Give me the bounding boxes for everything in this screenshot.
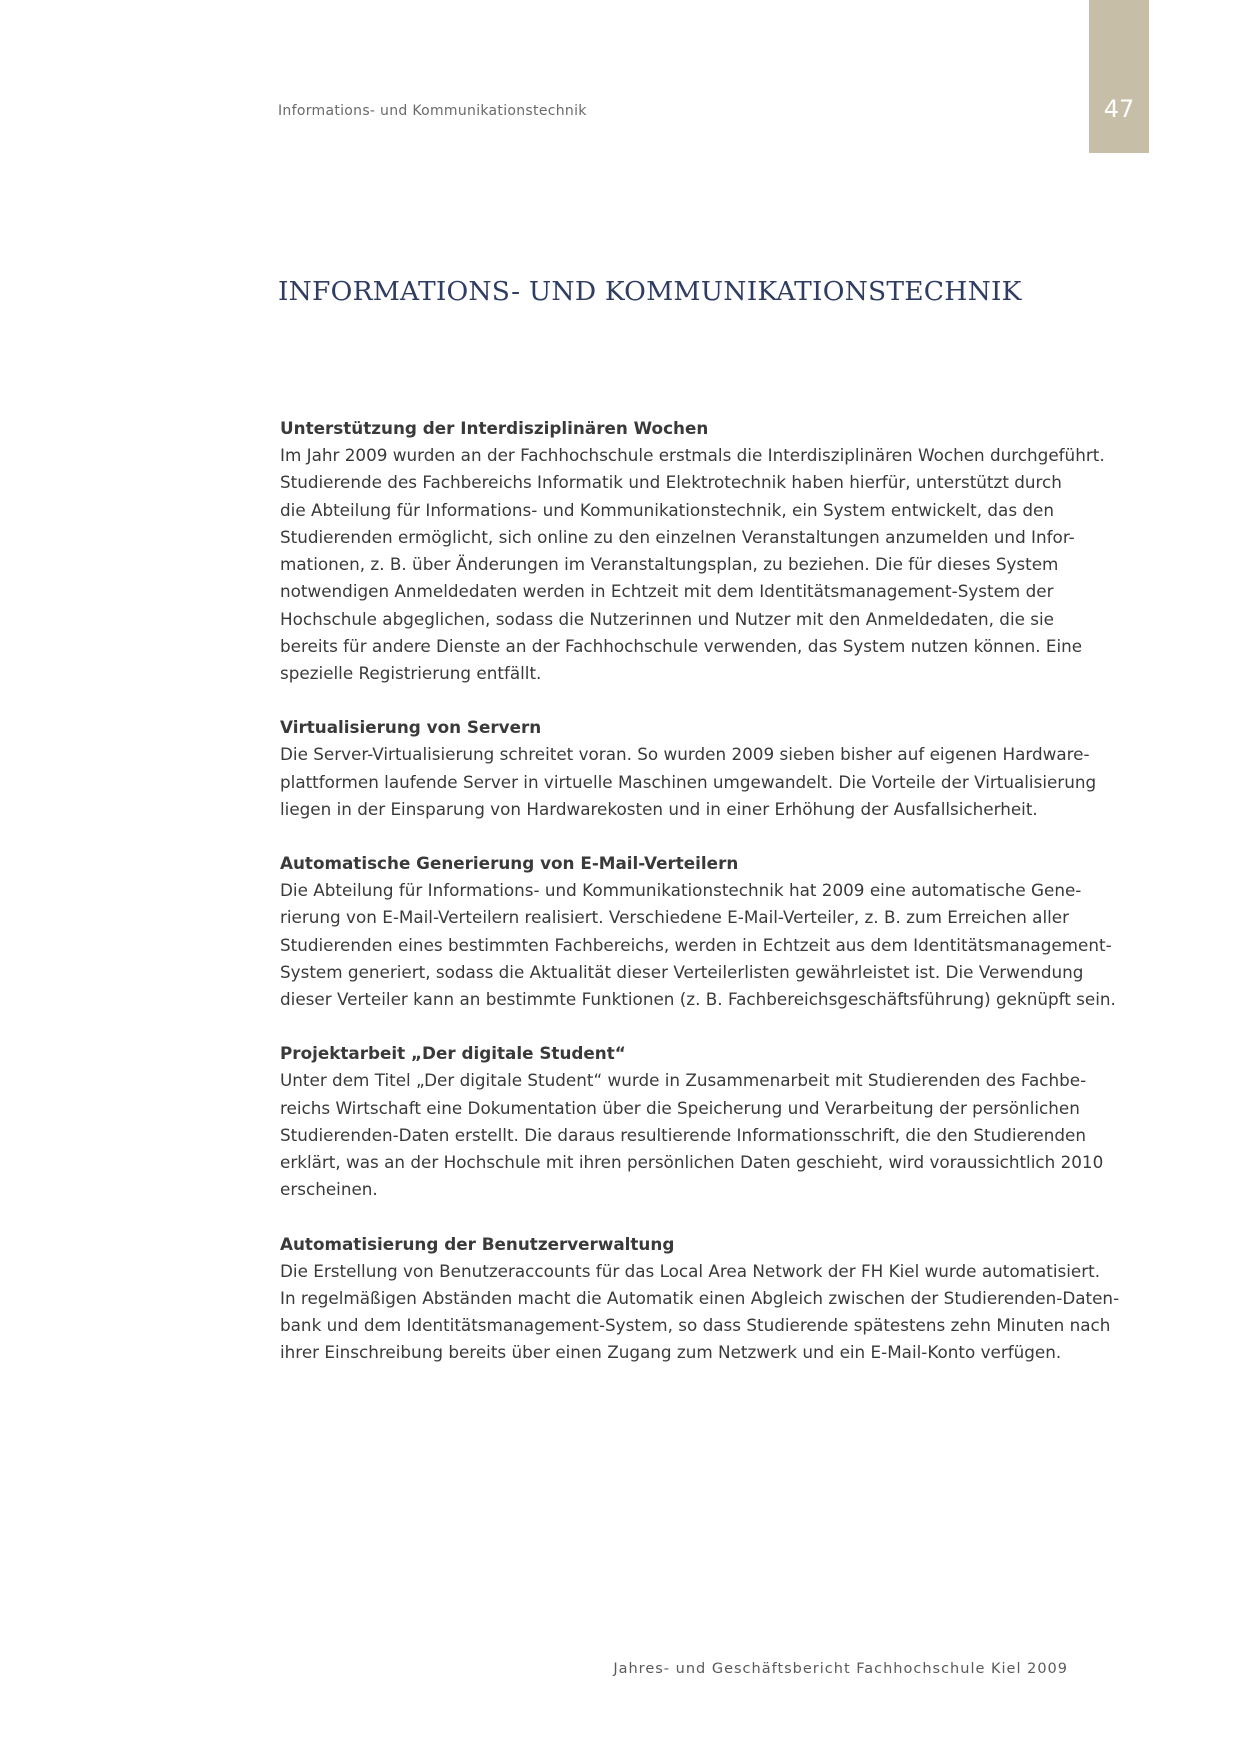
section-email-verteiler [280, 850, 1116, 1013]
page-footer: Jahres- und Geschäftsbericht Fachhochschule Kiel 2009 [613, 1661, 1068, 1677]
text-line: dieser Verteiler kann an bestimmte Funktionen (z. B. Fachbereichsgeschäftsführung) geknüpft sein. [280, 989, 1116, 1009]
section-digitale-student [280, 1040, 1104, 1203]
text-line: spezielle Registrierung entfällt. [280, 663, 542, 683]
text-line: notwendigen Anmeldedaten werden in Echtzeit mit dem Identitätsmanagement-System der [280, 581, 1054, 602]
text-line: Die Server-Virtualisierung schreitet voran. So wurden 2009 sieben bisher auf eigenen Hardware- [280, 744, 1090, 765]
page-number-tab [1089, 0, 1149, 153]
text-line: Im Jahr 2009 wurden an der Fachhochschule erstmals die Interdisziplinären Wochen durchgeführt. [280, 445, 1105, 465]
text-line: plattformen laufende Server in virtuelle Maschinen umgewandelt. Die Vorteile der Virtualisierung [280, 771, 1097, 792]
text-line: Die Erstellung von Benutzeraccounts für das Local Area Network der FH Kiel wurde automatisiert. [280, 1260, 1101, 1281]
section-heading: Automatisierung der Benutzerverwaltung [280, 1233, 675, 1254]
text-line: erklärt, was an der Hochschule mit ihren persönlichen Daten geschieht, wird voraussichtlich 2010 [280, 1152, 1104, 1172]
section-virtualisierung [280, 714, 1097, 823]
section-benutzerverwaltung [280, 1231, 1120, 1367]
text-line: Studierenden eines bestimmten Fachbereichs, werden in Echtzeit aus dem Identitätsmanagement- [280, 934, 1112, 955]
text-line: die Abteilung für Informations- und Kommunikationstechnik, ein System entwickelt, das den [280, 499, 1055, 520]
text-line: reichs Wirtschaft eine Dokumentation über die Speicherung und Verarbeitung der persönlichen [280, 1097, 1080, 1118]
section-heading: Virtualisierung von Servern [280, 717, 542, 738]
article-body [280, 415, 1120, 1394]
text-line: bereits für andere Dienste an der Fachhochschule verwenden, das System nutzen können. Eine [280, 635, 1083, 656]
page-number: 47 [1103, 95, 1135, 123]
text-line: liegen in der Einsparung von Hardwarekosten und in einer Erhöhung der Ausfallsicherheit. [280, 798, 1038, 819]
text-line: bank und dem Identitätsmanagement-System, so dass Studierende spätestens zehn Minuten nach [280, 1315, 1111, 1335]
text-line: Studierenden ermöglicht, sich online zu den einzelnen Veranstaltungen anzumelden und Infor- [280, 526, 1075, 547]
text-line: System generiert, sodass die Aktualität dieser Verteilerlisten gewährleistet ist. Die Verwendung [280, 961, 1084, 982]
text-line: rierung von E-Mail-Verteilern realisiert. Verschiedene E-Mail-Verteiler, z. B. zum Erreichen aller [280, 907, 1069, 928]
text-line: mationen, z. B. über Änderungen im Veranstaltungsplan, zu beziehen. Die für dieses System [280, 554, 1059, 574]
text-line: In regelmäßigen Abständen macht die Automatik einen Abgleich zwischen der Studierenden-Daten- [280, 1287, 1120, 1308]
text-line: Unter dem Titel „Der digitale Student“ wurde in Zusammenarbeit mit Studierenden des Fachbe- [280, 1070, 1087, 1091]
section-interdisziplinaere-wochen [280, 415, 1105, 687]
page-title: INFORMATIONS- UND KOMMUNIKATIONSTECHNIK [278, 276, 1022, 307]
section-heading: Projektarbeit „Der digitale Student“ [280, 1043, 626, 1064]
section-heading: Unterstützung der Interdisziplinären Wochen [280, 418, 709, 438]
text-line: erscheinen. [280, 1179, 378, 1200]
text-line: ihrer Einschreibung bereits über einen Zugang zum Netzwerk und ein E-Mail-Konto verfügen. [280, 1342, 1062, 1363]
running-head: Informations- und Kommunikationstechnik [278, 103, 587, 119]
text-line: Studierenden-Daten erstellt. Die daraus resultierende Informationsschrift, die den Studierenden [280, 1124, 1086, 1145]
text-line: Die Abteilung für Informations- und Kommunikationstechnik hat 2009 eine automatische Gene- [280, 880, 1082, 900]
section-heading: Automatische Generierung von E-Mail-Verteilern [280, 853, 739, 873]
text-line: Hochschule abgeglichen, sodass die Nutzerinnen und Nutzer mit den Anmeldedaten, die sie [280, 608, 1054, 629]
text-line: Studierende des Fachbereichs Informatik und Elektrotechnik haben hierfür, unterstützt durch [280, 472, 1062, 493]
